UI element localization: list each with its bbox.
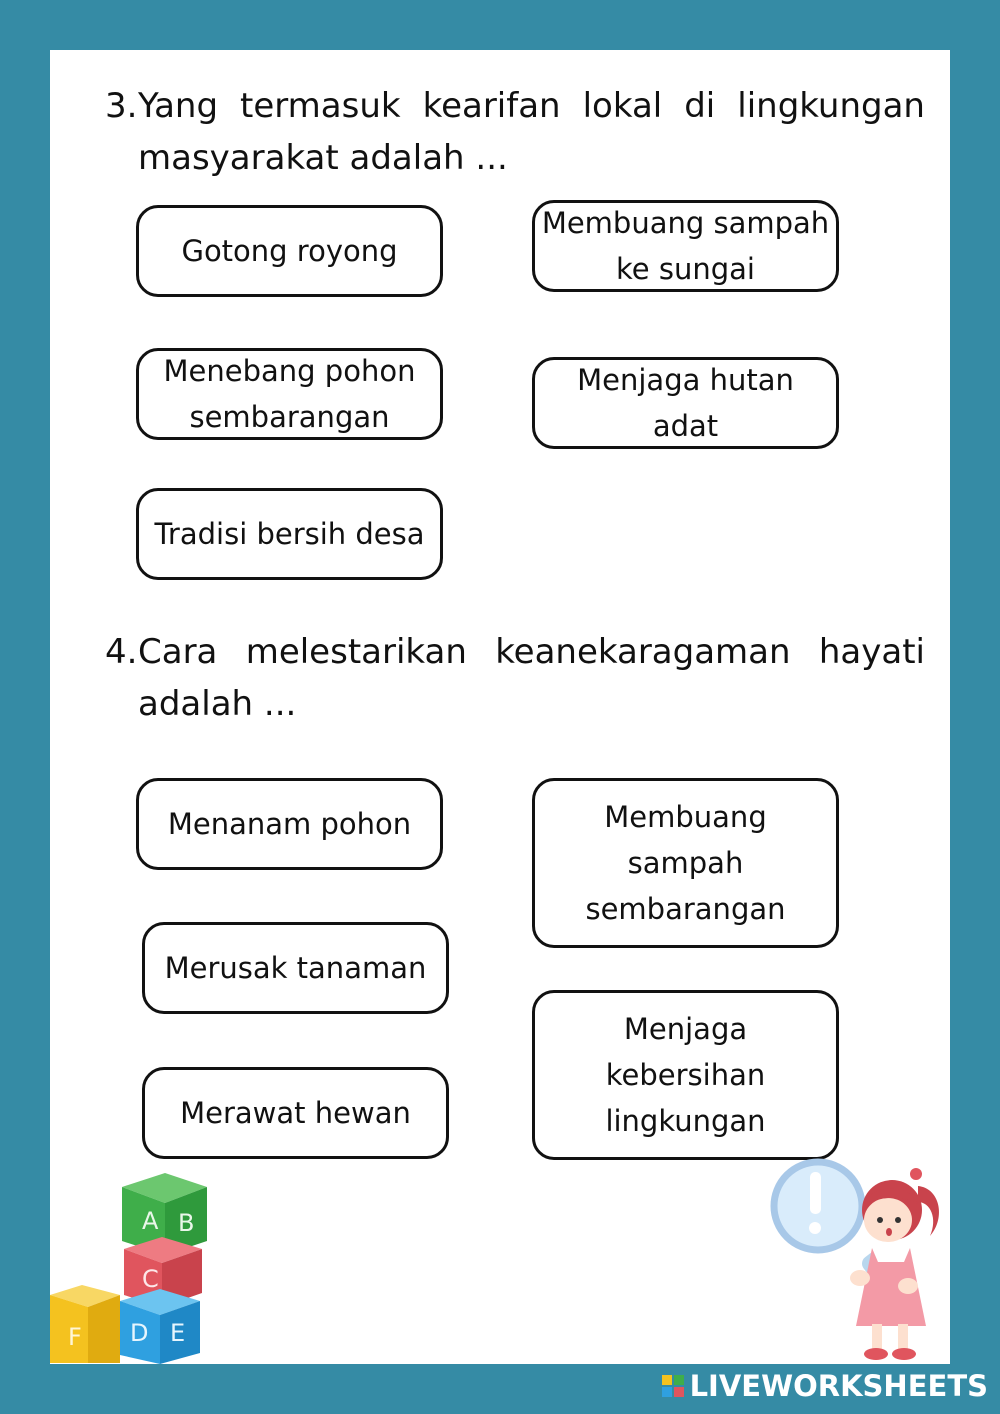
q4-option-membuang-sampah-sembarangan[interactable]: Membuang sampah sembarangan [532, 778, 839, 948]
q3-option-membuang-sampah-ke-sungai[interactable]: Membuang sampah ke sungai [532, 200, 839, 292]
question-4-number: 4. [105, 632, 138, 672]
svg-text:F: F [68, 1323, 82, 1351]
girl-magnifier-illustration [768, 1158, 948, 1364]
brand-name: LIVEWORKSHEETS [689, 1369, 988, 1403]
q4-option-menanam-pohon[interactable]: Menanam pohon [136, 778, 443, 870]
block-f-icon [50, 1285, 120, 1363]
question-4 [105, 626, 925, 730]
block-de-icon [120, 1289, 200, 1364]
svg-text:C: C [142, 1265, 159, 1293]
question-3 [105, 80, 925, 184]
q4-option-merawat-hewan[interactable]: Merawat hewan [142, 1067, 449, 1159]
svg-text:E: E [170, 1319, 186, 1347]
liveworksheets-logo[interactable] [662, 1366, 988, 1406]
question-4-line-2: adalah ... [138, 684, 297, 724]
svg-text:D: D [130, 1319, 149, 1347]
q4-option-menjaga-kebersihan-lingkungan[interactable]: Menjaga kebersihan lingkungan [532, 990, 839, 1160]
question-3-line-2: masyarakat adalah ... [138, 138, 508, 178]
svg-text:B: B [178, 1209, 195, 1237]
q3-option-gotong-royong[interactable]: Gotong royong [136, 205, 443, 297]
q3-option-tradisi-bersih-desa[interactable]: Tradisi bersih desa [136, 488, 443, 580]
q3-option-menebang-pohon[interactable]: Menebang pohon sembarangan [136, 348, 443, 440]
q4-option-merusak-tanaman[interactable]: Merusak tanaman [142, 922, 449, 1014]
alphabet-blocks-illustration [50, 1165, 220, 1365]
question-4-line-1: Cara melestarikan keanekaragaman hayati [138, 632, 925, 672]
question-3-number: 3. [105, 86, 138, 126]
q3-option-menjaga-hutan-adat[interactable]: Menjaga hutan adat [532, 357, 839, 449]
question-3-line-1: Yang termasuk kearifan lokal di lingkungan [138, 86, 925, 126]
liveworksheets-grid-icon [662, 1375, 684, 1397]
svg-text:A: A [142, 1207, 159, 1235]
